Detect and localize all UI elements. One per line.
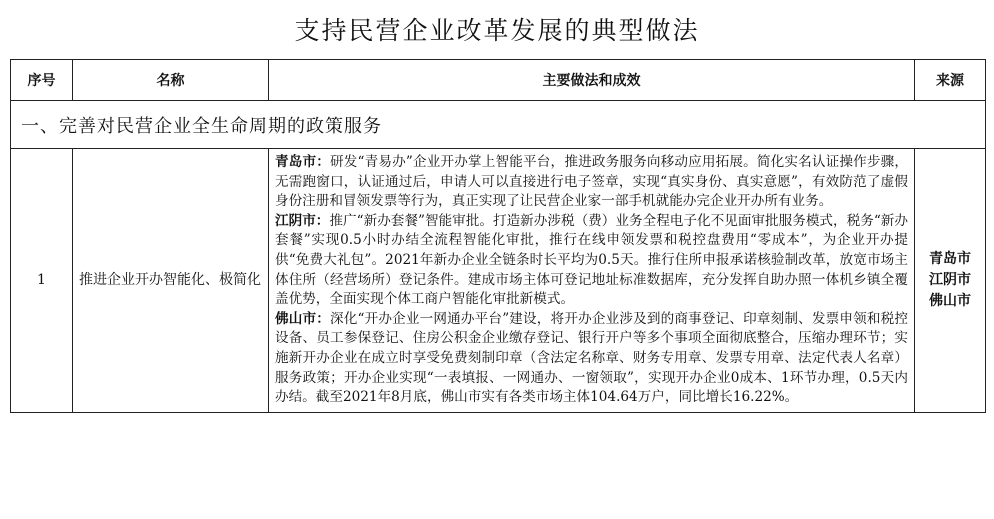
- header-row: [11, 60, 986, 101]
- header-name: 名称: [73, 60, 269, 101]
- practice-text-foshan: 深化“开办企业一网通办平台”建设，将开办企业涉及到的商事登记、印章刻制、发票申领和税控设备、员工参保登记、住房公积金企业缴存登记、银行开户等多个事项全面彻底整合，压缩办理环节；实施新开办企业在成立时享受免费刻制印章（含法定名称章、财务专用章、发票专用章、法定代表人名章）服务政策；开办企业实现“一表填报、一网通办、一窗领取”，实现开办企业0成本、1环节办理，0.5天内办结。截至2021年8月底，佛山市实有各类市场主体104.64万户，同比增长16.22%。: [275, 310, 909, 406]
- source-jiangyin: 江阴市: [929, 271, 971, 288]
- city-label-foshan: 佛山市：: [275, 310, 331, 327]
- section-row: [11, 101, 986, 149]
- header-number: 序号: [11, 60, 73, 101]
- source-foshan: 佛山市: [929, 292, 971, 309]
- practice-foshan: [275, 310, 908, 408]
- row-source: [915, 149, 986, 413]
- header-practice: 主要做法和成效: [269, 60, 915, 101]
- row-number: 1: [11, 149, 73, 413]
- practice-text-qingdao: 研发“青易办”企业开办掌上智能平台，推进政务服务向移动应用拓展。简化实名认证操作步骤，无需跑窗口，认证通过后，申请人可以直接进行电子签章，实现“真实身份、真实意愿”，有效防范了虚假身份注册和冒领发票等行为，真正实现了让民营企业家一部手机就能办完企业开办所有业务。: [275, 154, 909, 210]
- table-row: [11, 149, 986, 413]
- header-source: 来源: [915, 60, 986, 101]
- practices-table: [10, 59, 986, 413]
- practice-text-jiangyin: 推广“新办套餐”智能审批。打造新办涉税（费）业务全程电子化不见面审批服务模式，税务“新办套餐”实现0.5小时办结全流程智能化审批，推行在线申领发票和税控盘费用“零成本”，为企业开办提供“免费大礼包”。2021年新办企业全链条时长平均为0.5天。推行住所申报承诺核验制改革，放宽市场主体住所（经营场所）登记条件。建成市场主体可登记地址标准数据库，充分发挥自助办照一体机乡镇全覆盖优势，全面实现个体工商户智能化审批新模式。: [275, 212, 908, 308]
- row-name: 推进企业开办智能化、极简化: [73, 149, 269, 413]
- row-practice: [269, 149, 915, 413]
- city-label-qingdao: 青岛市：: [275, 154, 331, 170]
- practice-jiangyin: [275, 212, 908, 310]
- source-qingdao: 青岛市: [929, 250, 971, 267]
- city-label-jiangyin: 江阴市：: [275, 212, 330, 229]
- section-title: 一、完善对民营企业全生命周期的政策服务: [11, 101, 986, 149]
- practice-qingdao: [275, 153, 908, 212]
- document-title: 支持民营企业改革发展的典型做法: [294, 16, 700, 45]
